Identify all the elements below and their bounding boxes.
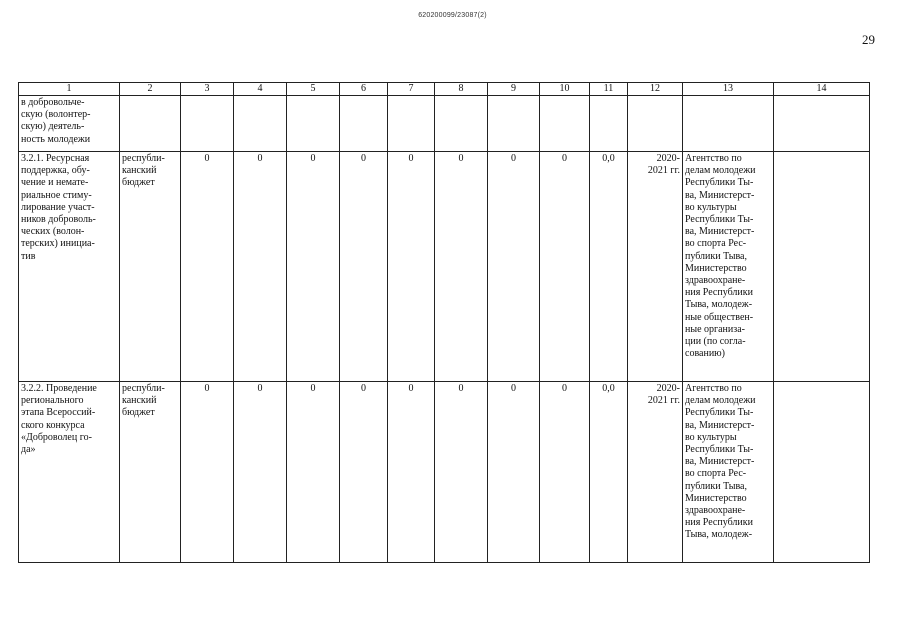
activity-name-cell: 3.2.1. Ресурсная поддержка, обу- чение и немате- риальное стиму- лирование участ- ников доброволь- ческих (волон- терских) инициа- тив [19,152,120,382]
column-number: 3 [181,83,234,96]
funding-source-cell: республи- канский бюджет [120,152,181,382]
value-cell [590,96,628,152]
value-cell [287,96,340,152]
column-number: 10 [540,83,590,96]
value-cell [488,96,540,152]
results-cell [774,382,870,563]
value-cell: 0 [435,382,488,563]
value-cell [435,96,488,152]
column-number: 8 [435,83,488,96]
column-number: 13 [683,83,774,96]
value-cell: 0 [435,152,488,382]
value-cell: 0 [388,152,435,382]
executors-cell: Агентство по делам молодежи Республики Ты- ва, Министерст- во культуры Республики Ты- ва, Министерст- во спорта Рес- публики Тыва, Министерство здравоохране- ния Республики Тыва, молодеж- [683,382,774,563]
activity-name-cell: в добровольче- скую (волонтер- скую) деятель- ность молодежи [19,96,120,152]
column-number: 4 [234,83,287,96]
period-cell: 2020- 2021 гг. [628,152,683,382]
period-cell [628,96,683,152]
column-number: 9 [488,83,540,96]
column-number-row [19,83,870,96]
value-cell: 0 [540,382,590,563]
value-cell [234,96,287,152]
period-cell: 2020- 2021 гг. [628,382,683,563]
column-number: 5 [287,83,340,96]
results-cell [774,96,870,152]
column-number: 7 [388,83,435,96]
value-cell: 0 [388,382,435,563]
value-cell [340,96,388,152]
funding-source-cell [120,96,181,152]
column-number: 14 [774,83,870,96]
executors-cell [683,96,774,152]
value-cell: 0 [181,152,234,382]
column-number: 6 [340,83,388,96]
value-cell: 0 [488,152,540,382]
program-table [18,82,870,563]
value-cell: 0,0 [590,152,628,382]
document-id: 620200099/23087(2) [418,12,487,19]
value-cell [181,96,234,152]
column-number: 11 [590,83,628,96]
value-cell: 0 [488,382,540,563]
results-cell [774,152,870,382]
column-number: 12 [628,83,683,96]
column-number: 1 [19,83,120,96]
value-cell: 0 [340,152,388,382]
funding-source-cell: республи- канский бюджет [120,382,181,563]
value-cell: 0 [287,152,340,382]
value-cell: 0 [234,152,287,382]
value-cell: 0 [234,382,287,563]
table-row [19,152,870,382]
table-row [19,382,870,563]
value-cell: 0 [181,382,234,563]
executors-cell: Агентство по делам молодежи Республики Ты- ва, Министерст- во культуры Республики Ты- ва, Министерст- во спорта Рес- публики Тыва, Министерство здравоохране- ния Республики Тыва, молодеж- ные обществен- ные организа- ции (по согла- сованию) [683,152,774,382]
value-cell: 0 [287,382,340,563]
value-cell: 0,0 [590,382,628,563]
value-cell [540,96,590,152]
table-row [19,96,870,152]
page-number: 29 [862,32,875,47]
value-cell [388,96,435,152]
value-cell: 0 [540,152,590,382]
value-cell: 0 [340,382,388,563]
column-number: 2 [120,83,181,96]
activity-name-cell: 3.2.2. Проведение регионального этапа Всероссий- ского конкурса «Доброволец го- да» [19,382,120,563]
